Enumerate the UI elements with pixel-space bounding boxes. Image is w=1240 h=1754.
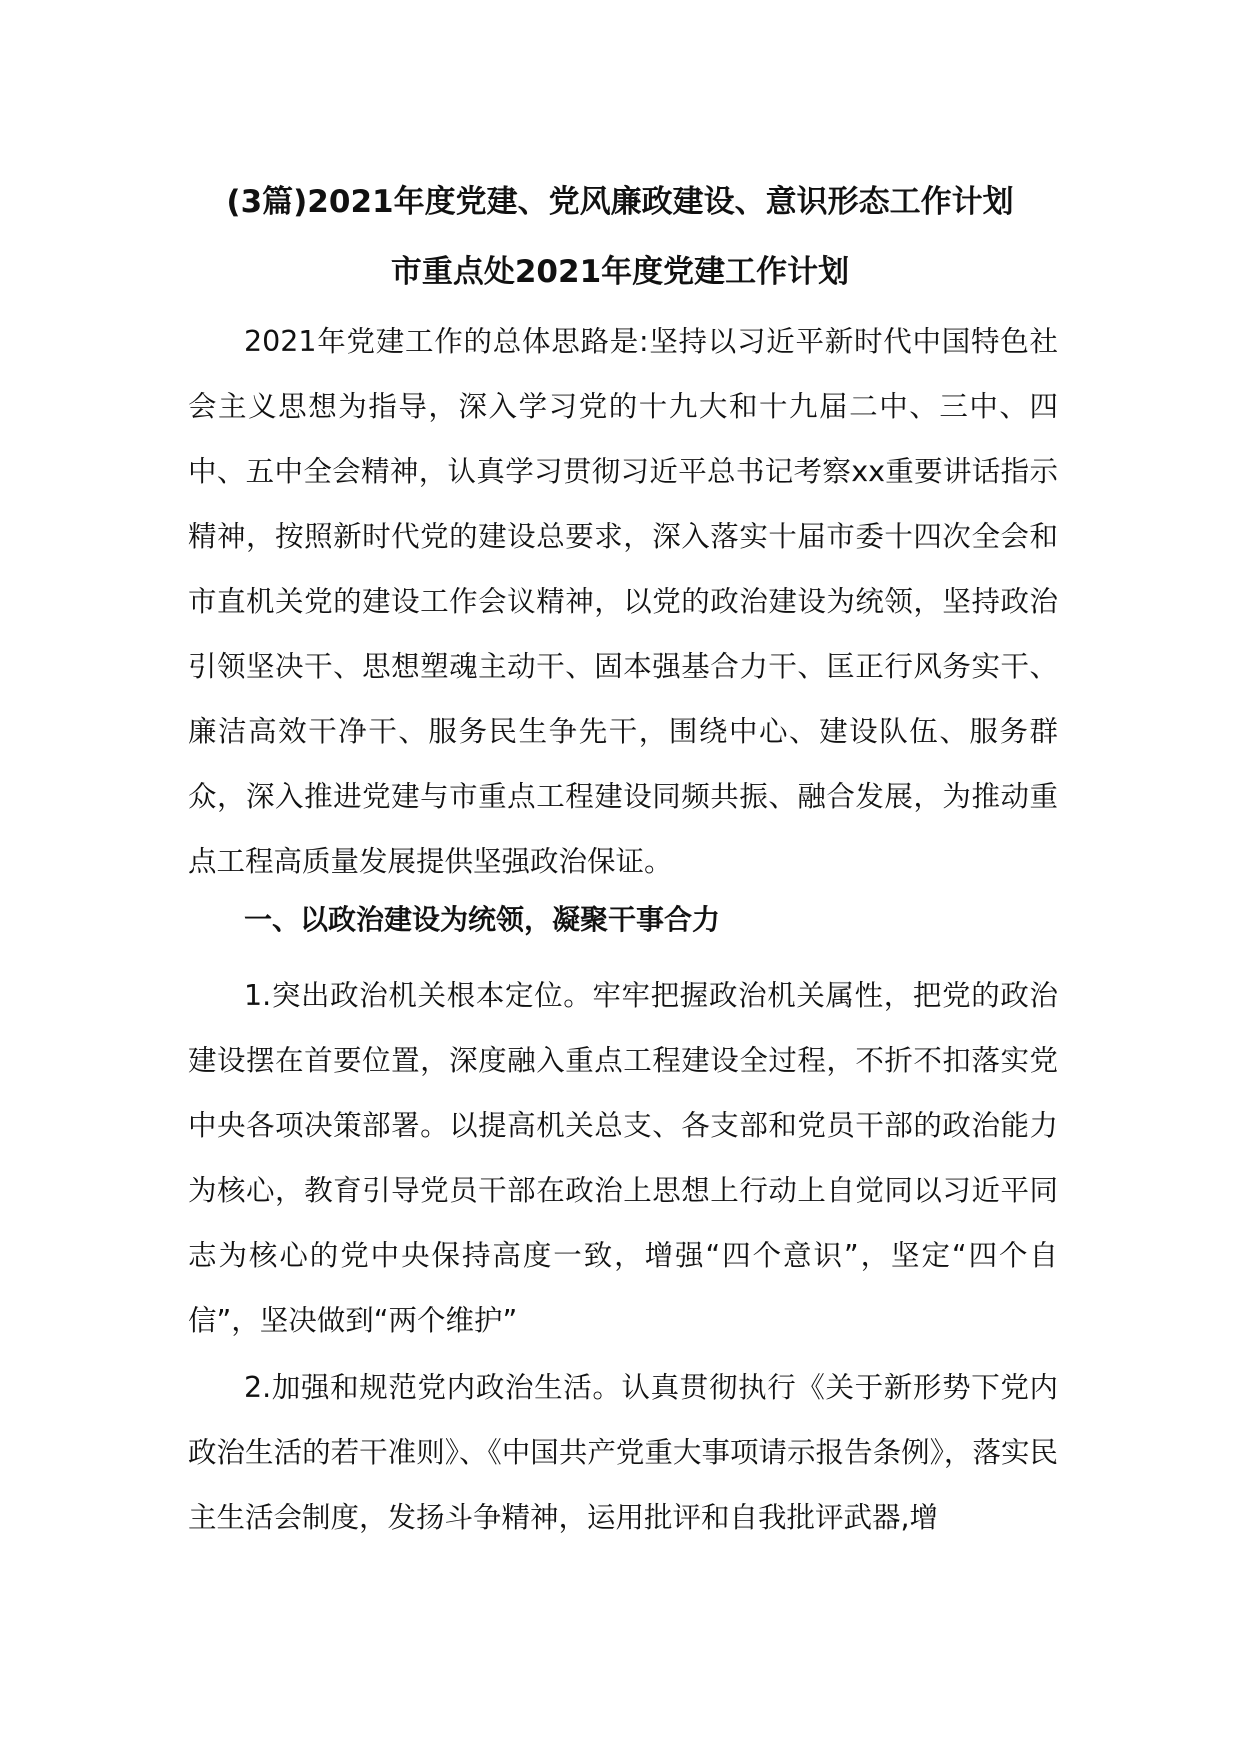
document-title: (3篇)2021年度党建、党风廉政建设、意识形态工作计划 <box>226 184 1014 220</box>
paragraph-item-1: 1.突出政治机关根本定位。牢牢把握政治机关属性，把党的政治建设摆在首要位置，深度融入重点工程建设全过程，不折不扣落实党中央各项决策部署。以提高机关总支、各支部和党员干部的政治能力为核心，教育引导党员干部在政治上思想上行动上自觉同以习近平同志为核心的党中央保持高度一致，增强“四个意识”，坚定“四个自信”，坚决做到“两个维护” <box>188 979 1058 1337</box>
intro-paragraph: 2021年党建工作的总体思路是:坚持以习近平新时代中国特色社会主义思想为指导，深入学习党的十九大和十九届二中、三中、四中、五中全会精神，认真学习贯彻习近平总书记考察xx重要讲话指示精神，按照新时代党的建设总要求，深入落实十届市委十四次全会和市直机关党的建设工作会议精神，以党的政治建设为统领，坚持政治引领坚决干、思想塑魂主动干、固本强基合力干、匡正行风务实干、廉洁高效干净干、服务民生争先干，围绕中心、建设队伍、服务群众，深入推进党建与市重点工程建设同频共振、融合发展，为推动重点工程高质量发展提供坚强政治保证。 <box>188 325 1058 878</box>
section-heading: 一、以政治建设为统领，凝聚干事合力 <box>244 903 721 936</box>
document-subtitle: 市重点处2021年度党建工作计划 <box>390 254 850 290</box>
paragraph-item-2: 2.加强和规范党内政治生活。认真贯彻执行《关于新形势下党内政治生活的若干准则》、《中国共产党重大事项请示报告条例》，落实民主生活会制度，发扬斗争精神，运用批评和自我批评武器,增 <box>188 1371 1058 1534</box>
